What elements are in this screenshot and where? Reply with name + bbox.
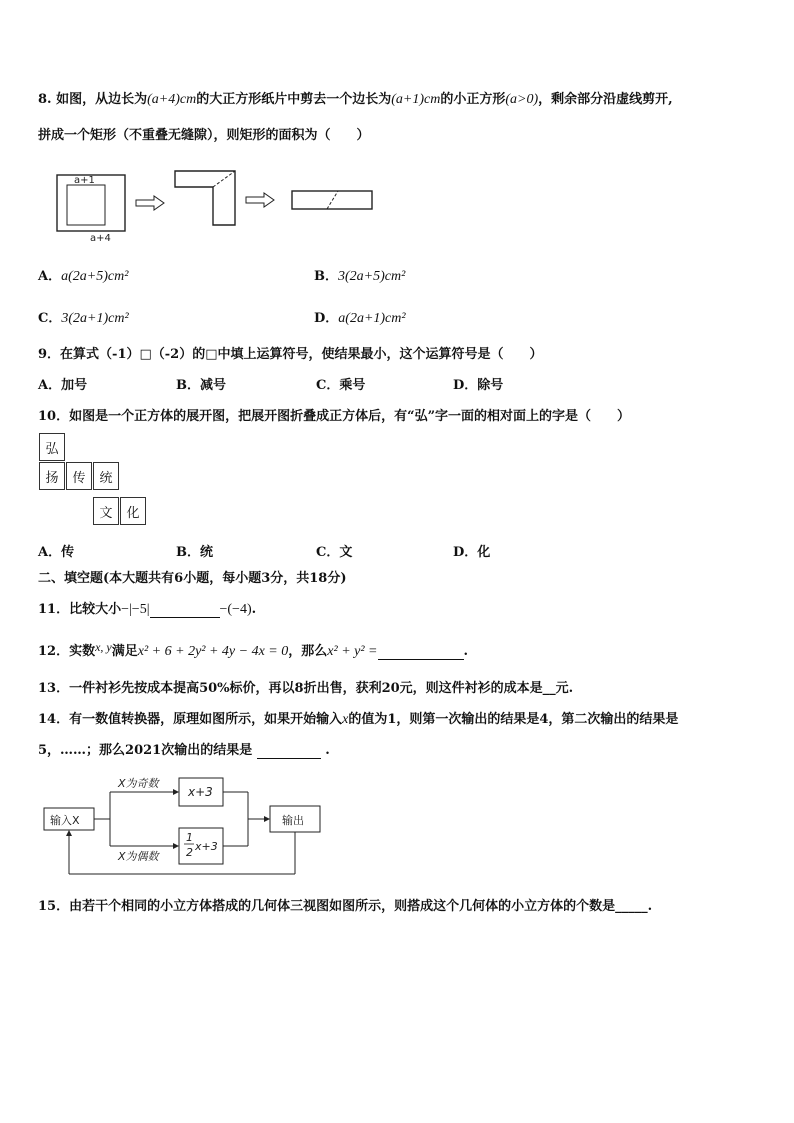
q14-blank[interactable] [257, 743, 321, 759]
q8-option-c[interactable]: C．3(2a+1)cm² [38, 311, 129, 326]
small-square [67, 185, 105, 225]
output-label: 输出 [282, 814, 304, 827]
odd-expr: x+3 [188, 785, 213, 799]
q8-line1: 8. 如图，从边长为(a+4)cm的大正方形纸片中剪去一个边长为(a+1)cm的小正方形(a>0)，剩余部分沿虚线剪开, [38, 92, 673, 107]
net-cell-hong: 弘 [39, 433, 65, 461]
q8-option-a[interactable]: A．a(2a+5)cm² [38, 269, 129, 284]
q15: 15．由若干个相同的小立方体搭成的几何体三视图如图所示，则搭成这个几何体的小立方体的个数是_____. [38, 899, 653, 914]
l-cut-line [213, 171, 235, 187]
q9-option-a[interactable]: A．加号 [38, 378, 88, 393]
net-cell-hua: 化 [120, 497, 146, 525]
net-cell-tong: 统 [93, 462, 119, 490]
l-shape [175, 171, 235, 225]
rect-cut-line [327, 191, 338, 209]
label-big: a+4 [90, 233, 111, 244]
net-cell-yang: 扬 [39, 462, 65, 490]
q10-option-c[interactable]: C．文 [316, 545, 353, 560]
even-expr-num: 1 [186, 831, 193, 844]
q8-line2: 拼成一个矩形（不重叠无缝隙），则矩形的面积为（ ） [38, 128, 370, 143]
q14-flowchart [38, 770, 338, 880]
q8-figure [50, 165, 380, 245]
q8-option-b[interactable]: B．3(2a+5)cm² [314, 269, 406, 284]
even-expr-den: 2 [186, 846, 193, 859]
even-label: X为偶数 [118, 850, 159, 863]
arrow-right-icon-2 [246, 193, 274, 207]
q11: 11．比较大小−|−5| −(−4). [38, 602, 257, 617]
arrow-right-icon-1 [136, 196, 164, 210]
q14-line1: 14．有一数值转换器，原理如图所示，如果开始输入x的值为1，则第一次输出的结果是4，第二次输出的结果是 [38, 712, 679, 727]
q13: 13．一件衬衫先按成本提高50%标价，再以8折出售，获利20元，则这件衬衫的成本是__元. [38, 681, 574, 696]
q12: 12．实数x, y满足x² + 6 + 2y² + 4y − 4x = 0，那么x² + y² = . [38, 640, 469, 659]
q9-stem: 9．在算式（-1）□（-2）的□中填上运算符号，使结果最小，这个运算符号是（ ） [38, 347, 543, 362]
q10-option-d[interactable]: D．化 [453, 545, 491, 560]
even-expr-rest: x+3 [195, 840, 218, 853]
q12-blank[interactable] [378, 644, 464, 660]
input-label: 输入X [50, 814, 80, 827]
q8-option-d[interactable]: D．a(2a+1)cm² [314, 311, 406, 326]
q9-option-b[interactable]: B．减号 [176, 378, 226, 393]
label-small: a+1 [74, 175, 95, 186]
q10-stem: 10．如图是一个正方体的展开图，把展开图折叠成正方体后，有“弘”字一面的相对面上的字是（ ） [38, 409, 631, 424]
q9-option-d[interactable]: D．除号 [453, 378, 504, 393]
q9-option-c[interactable]: C．乘号 [316, 378, 366, 393]
net-cell-wen: 文 [93, 497, 119, 525]
odd-label: X为奇数 [118, 777, 159, 790]
q10-option-a[interactable]: A．传 [38, 545, 75, 560]
q11-blank[interactable] [150, 602, 220, 618]
q14-line2: 5，……；那么2021次输出的结果是 . [38, 743, 330, 758]
section-heading: 二、填空题(本大题共有6小题，每小题3分，共18分) [38, 571, 347, 586]
net-cell-chuan: 传 [66, 462, 92, 490]
q10-option-b[interactable]: B．统 [176, 545, 213, 560]
